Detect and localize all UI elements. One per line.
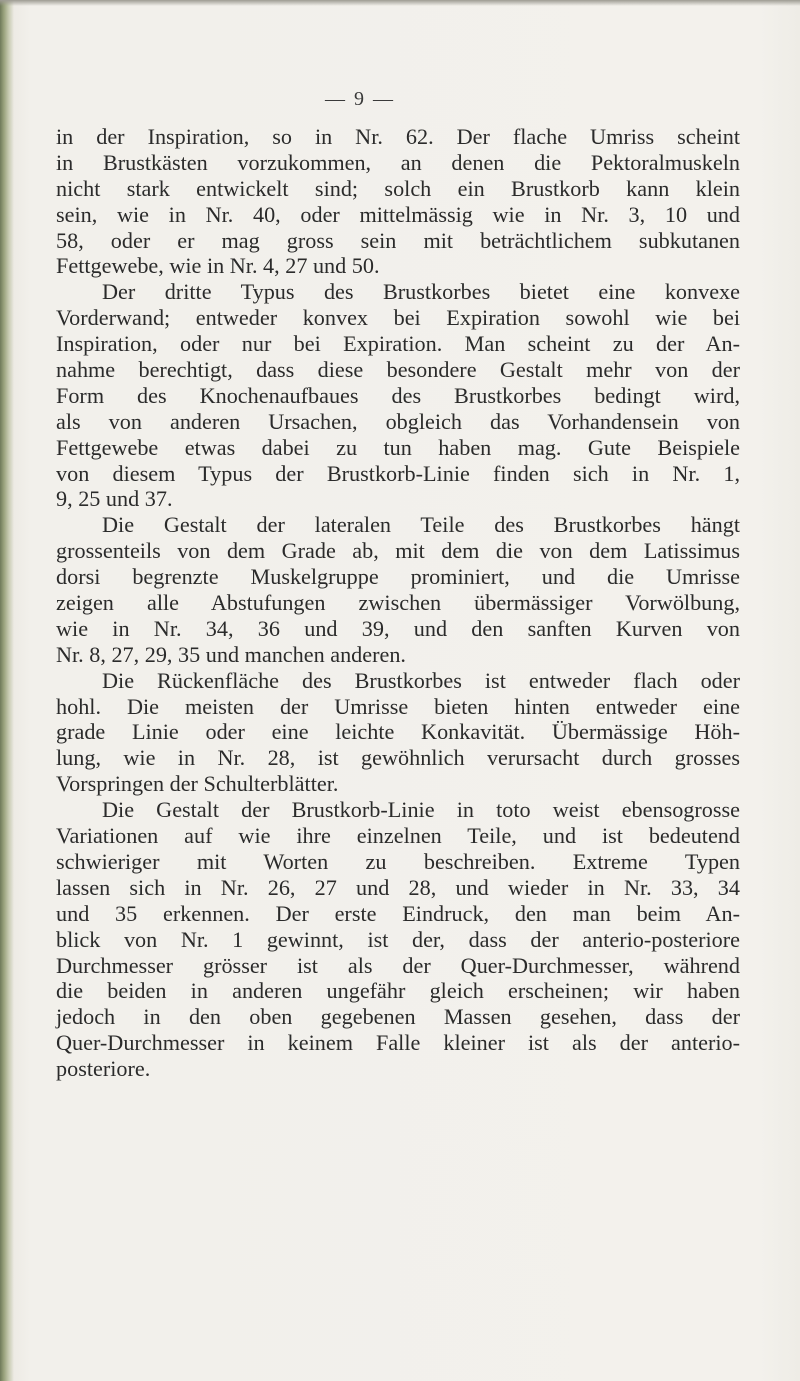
body-text [56,124,740,1082]
page-top-edge [0,0,800,6]
page-number: — 9 — [325,88,395,110]
text-line: Fettgewebe, wie in Nr. 4, 27 und 50. [56,253,380,279]
text-line: Nr. 8, 27, 29, 35 und manchen anderen. [56,641,406,667]
text-line: blick von Nr. 1 gewinnt, ist der, dass der anterio-posteriore [56,926,740,952]
text-line: wie in Nr. 34, 36 und 39, und den sanften Kurven von [56,615,740,641]
text-line: als von anderen Ursachen, obgleich das Vorhandensein von [56,408,740,434]
text-line: Inspiration, oder nur bei Expiration. Man scheint zu der An- [56,331,740,357]
text-line: Form des Knochenaufbaues des Brustkorbes bedingt wird, [56,382,740,408]
text-line: Durchmesser grösser ist als der Quer-Durchmesser, während [56,952,740,978]
text-line: lung, wie in Nr. 28, ist gewöhnlich verursacht durch grosses [56,745,740,771]
text-line: nahme berechtigt, dass diese besondere Gestalt mehr von der [56,357,740,383]
text-line: zeigen alle Abstufungen zwischen übermässiger Vorwölbung, [56,590,740,616]
text-line: und 35 erkennen. Der erste Eindruck, den man beim An- [56,900,740,926]
binding-edge [0,0,14,1381]
text-line: die beiden in anderen ungefähr gleich erscheinen; wir haben [56,978,740,1004]
text-line: Variationen auf wie ihre einzelnen Teile, und ist bedeutend [56,823,740,849]
text-line: in der Inspiration, so in Nr. 62. Der flache Umriss scheint [56,124,740,149]
text-line: Der dritte Typus des Brustkorbes bietet eine konvexe [102,279,740,305]
text-line: grade Linie oder eine leichte Konkavität. Übermässige Höh- [56,719,740,745]
text-line: hohl. Die meisten der Umrisse bieten hinten entweder eine [56,693,740,719]
text-line: Quer-Durchmesser in keinem Falle kleiner ist als der anterio- [56,1030,740,1056]
text-line: grossenteils von dem Grade ab, mit dem die von dem Latissimus [56,538,740,564]
text-line: dorsi begrenzte Muskelgruppe prominiert, und die Umrisse [56,564,740,590]
text-line: Vorspringen der Schulterblätter. [56,771,339,797]
text-line: Die Gestalt der Brustkorb-Linie in toto weist ebensogrosse [102,797,740,823]
text-line: posteriore. [56,1056,151,1082]
text-line: Vorderwand; entweder konvex bei Expiration sowohl wie bei [56,305,740,331]
text-line: sein, wie in Nr. 40, oder mittelmässig wie in Nr. 3, 10 und [56,201,740,227]
text-line: schwieriger mit Worten zu beschreiben. Extreme Typen [56,848,740,874]
text-line: Die Rückenfläche des Brustkorbes ist entweder flach oder [102,667,740,693]
text-line: lassen sich in Nr. 26, 27 und 28, und wieder in Nr. 33, 34 [56,874,740,900]
text-line: jedoch in den oben gegebenen Massen gesehen, dass der [56,1004,740,1030]
text-line: 58, oder er mag gross sein mit beträchtlichem subkutanen [56,227,740,253]
text-line: Die Gestalt der lateralen Teile des Brustkorbes hängt [102,512,740,538]
text-line: in Brustkästen vorzukommen, an denen die Pektoralmuskeln [56,149,740,175]
text-line: Fettgewebe etwas dabei zu tun haben mag. Gute Beispiele [56,434,740,460]
text-line: von diesem Typus der Brustkorb-Linie finden sich in Nr. 1, [56,460,740,486]
text-line: nicht stark entwickelt sind; solch ein Brustkorb kann klein [56,175,740,201]
text-line: 9, 25 und 37. [56,486,173,512]
